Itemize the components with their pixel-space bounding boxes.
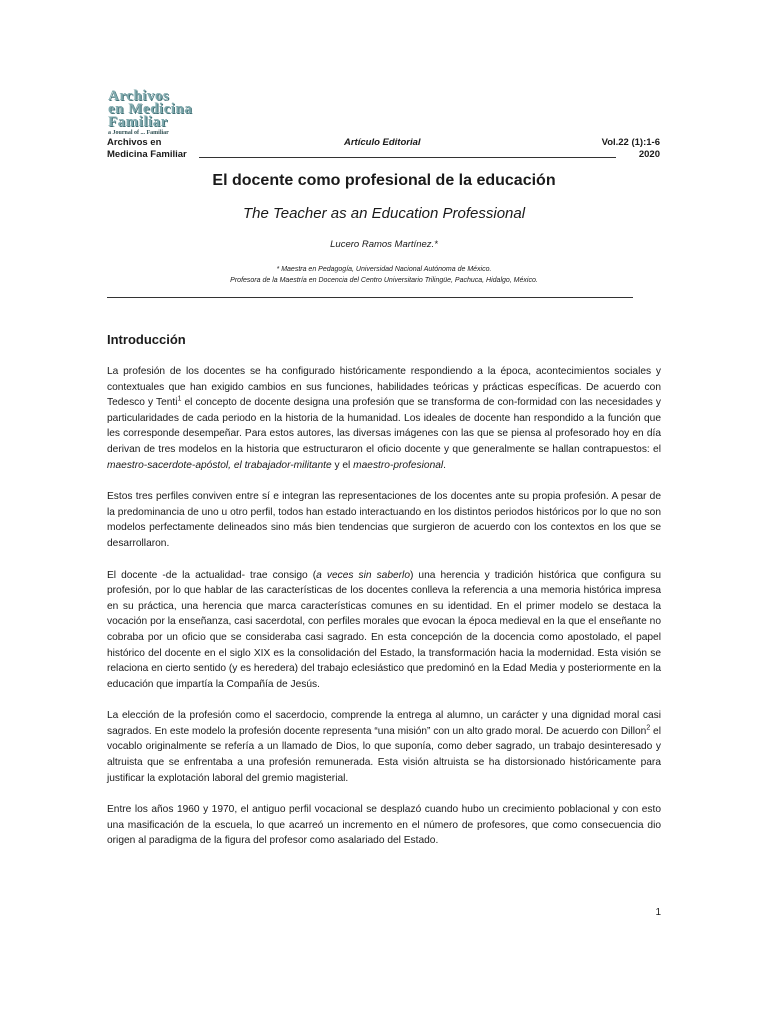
logo-line-3: Familiar bbox=[108, 114, 168, 130]
p4-text-a: La elección de la profesión como el sacerdocio, comprende la entrega al alumno, un carácter y una dignidad moral casi sagrados. En este modelo la profesión docente representa “una misión” con un alto grado moral. De acuerdo con Dillon bbox=[107, 710, 661, 737]
article-type: Artículo Editorial bbox=[344, 137, 421, 148]
p1-italic-2: maestro-profesional bbox=[353, 459, 444, 471]
title-rule bbox=[107, 297, 633, 298]
page-number: 1 bbox=[655, 907, 661, 918]
section-heading: Introducción bbox=[107, 332, 186, 347]
volume-issue: Vol.22 (1):1-6 bbox=[601, 137, 660, 148]
header-rule bbox=[199, 157, 616, 158]
paragraph-5: Entre los años 1960 y 1970, el antiguo perfil vocacional se desplazó cuando hubo un crecimiento poblacional y con esto una masificación de la escuela, lo que acarreó un incremento en el número de profesores, que como consecuencia dio origen al paradigma de la figura del profesor como asalariado del Estado. bbox=[107, 804, 661, 847]
article-title: El docente como profesional de la educación bbox=[212, 172, 556, 189]
p3-italic: a veces sin saberlo bbox=[316, 569, 410, 581]
paragraph-1 bbox=[107, 364, 661, 473]
p1-text-d: . bbox=[443, 459, 447, 471]
p1-text-b: el concepto de docente designa una profesión que se transforma de con-formidad con las necesidades y particularidades de cada periodo en la historia de la humanidad. Los ideales de docente han respondido a la función que les corresponde desempeñar. Para estos autores, las diversas imágenes con las que se piensa al profesorado hoy en día derivan de tres modelos en la historia que estructuraron el oficio docente y que generalmente se hallan contrapuestos: el bbox=[107, 397, 662, 455]
footnote-ref-1[interactable]: 1 bbox=[177, 395, 182, 403]
paragraph-3 bbox=[107, 568, 661, 693]
p1-italic-1: maestro-sacerdote-apóstol, el trabajador-militante bbox=[107, 459, 332, 471]
article-body bbox=[107, 364, 661, 865]
journal-name-line-2: Medicina Familiar bbox=[107, 149, 187, 160]
logo-line-2: en Medicina bbox=[108, 101, 193, 117]
footnote-ref-2[interactable]: 2 bbox=[646, 724, 651, 732]
p4-text-b: el vocablo originalmente se refería a un llamado de Dios, lo que suponía, como deber sagrado, un trabajo desinteresado y altruista que se enfrentaba a una profesión remunerada. Esta visión altruista se ha distorsionado históricamente para justificar la explotación laboral del gremio magisterial. bbox=[107, 725, 661, 784]
paragraph-4 bbox=[107, 708, 661, 786]
author-affiliation bbox=[0, 264, 768, 286]
p3-text-a: El docente -de la actualidad- trae consigo ( bbox=[107, 569, 317, 581]
p1-text-c: y el bbox=[331, 459, 354, 471]
logo-subline: a Journal of ... Familiar bbox=[108, 130, 169, 136]
journal-logo bbox=[108, 90, 238, 137]
paragraph-2: Estos tres perfiles conviven entre sí e integran las representaciones de los docentes ante su propia profesión. A pesar de la predominancia de uno u otro perfil, todos han estado interactuando en los distintos periodos históricos por lo que no son modelos perfectamente delineados sino más bien tendencias que surgieron de acuerdo con los contextos en los que se desarrollaron. bbox=[107, 491, 661, 549]
journal-name-line-1: Archivos en bbox=[107, 137, 162, 148]
journal-name bbox=[107, 137, 187, 161]
affiliation-line-1: * Maestra en Pedagogía, Universidad Nacional Autónoma de México. bbox=[276, 266, 492, 273]
p1-text-a: La profesión de los docentes se ha configurado históricamente respondiendo a la época, acontecimientos sociales y contextuales que han exigido cambios en sus funciones, habilidades teóricas y prácticas específicas. De acuerdo con Tedesco y Tenti bbox=[107, 366, 661, 409]
author-name: Lucero Ramos Martínez.* bbox=[330, 239, 438, 250]
p3-text-b: ) una herencia y tradición histórica que configura su profesión, por lo que hablar de las características de los docentes conlleva la referencia a una memoria histórica impresa en su práctica, una herencia que marca características comunes en su identidad. En el primer modelo se destaca la vocación por la enseñanza, casi sacerdotal, con perfiles morales que evocan la época medieval en la que el enseñante no cobraba por un oficio que se consideraba casi sagrado. En esta concepción de la docencia como apostolado, el papel histórico del docente en el siglo XIX es la consolidación del Estado, la transformación hacia la modernidad. Esta visión se relaciona en cierto sentido (y es heredera) del trabajo eclesiástico que predominó en la Edad Media y posteriormente en la educación que impartía la Compañía de Jesús. bbox=[107, 569, 661, 690]
logo-line-1: Archivos bbox=[108, 88, 170, 104]
affiliation-line-2: Profesora de la Maestría en Docencia del Centro Universitario Trilingüe, Pachuca, Hidalgo, México. bbox=[230, 277, 538, 284]
article-subtitle: The Teacher as an Education Professional bbox=[242, 205, 526, 222]
publication-year: 2020 bbox=[638, 149, 660, 160]
